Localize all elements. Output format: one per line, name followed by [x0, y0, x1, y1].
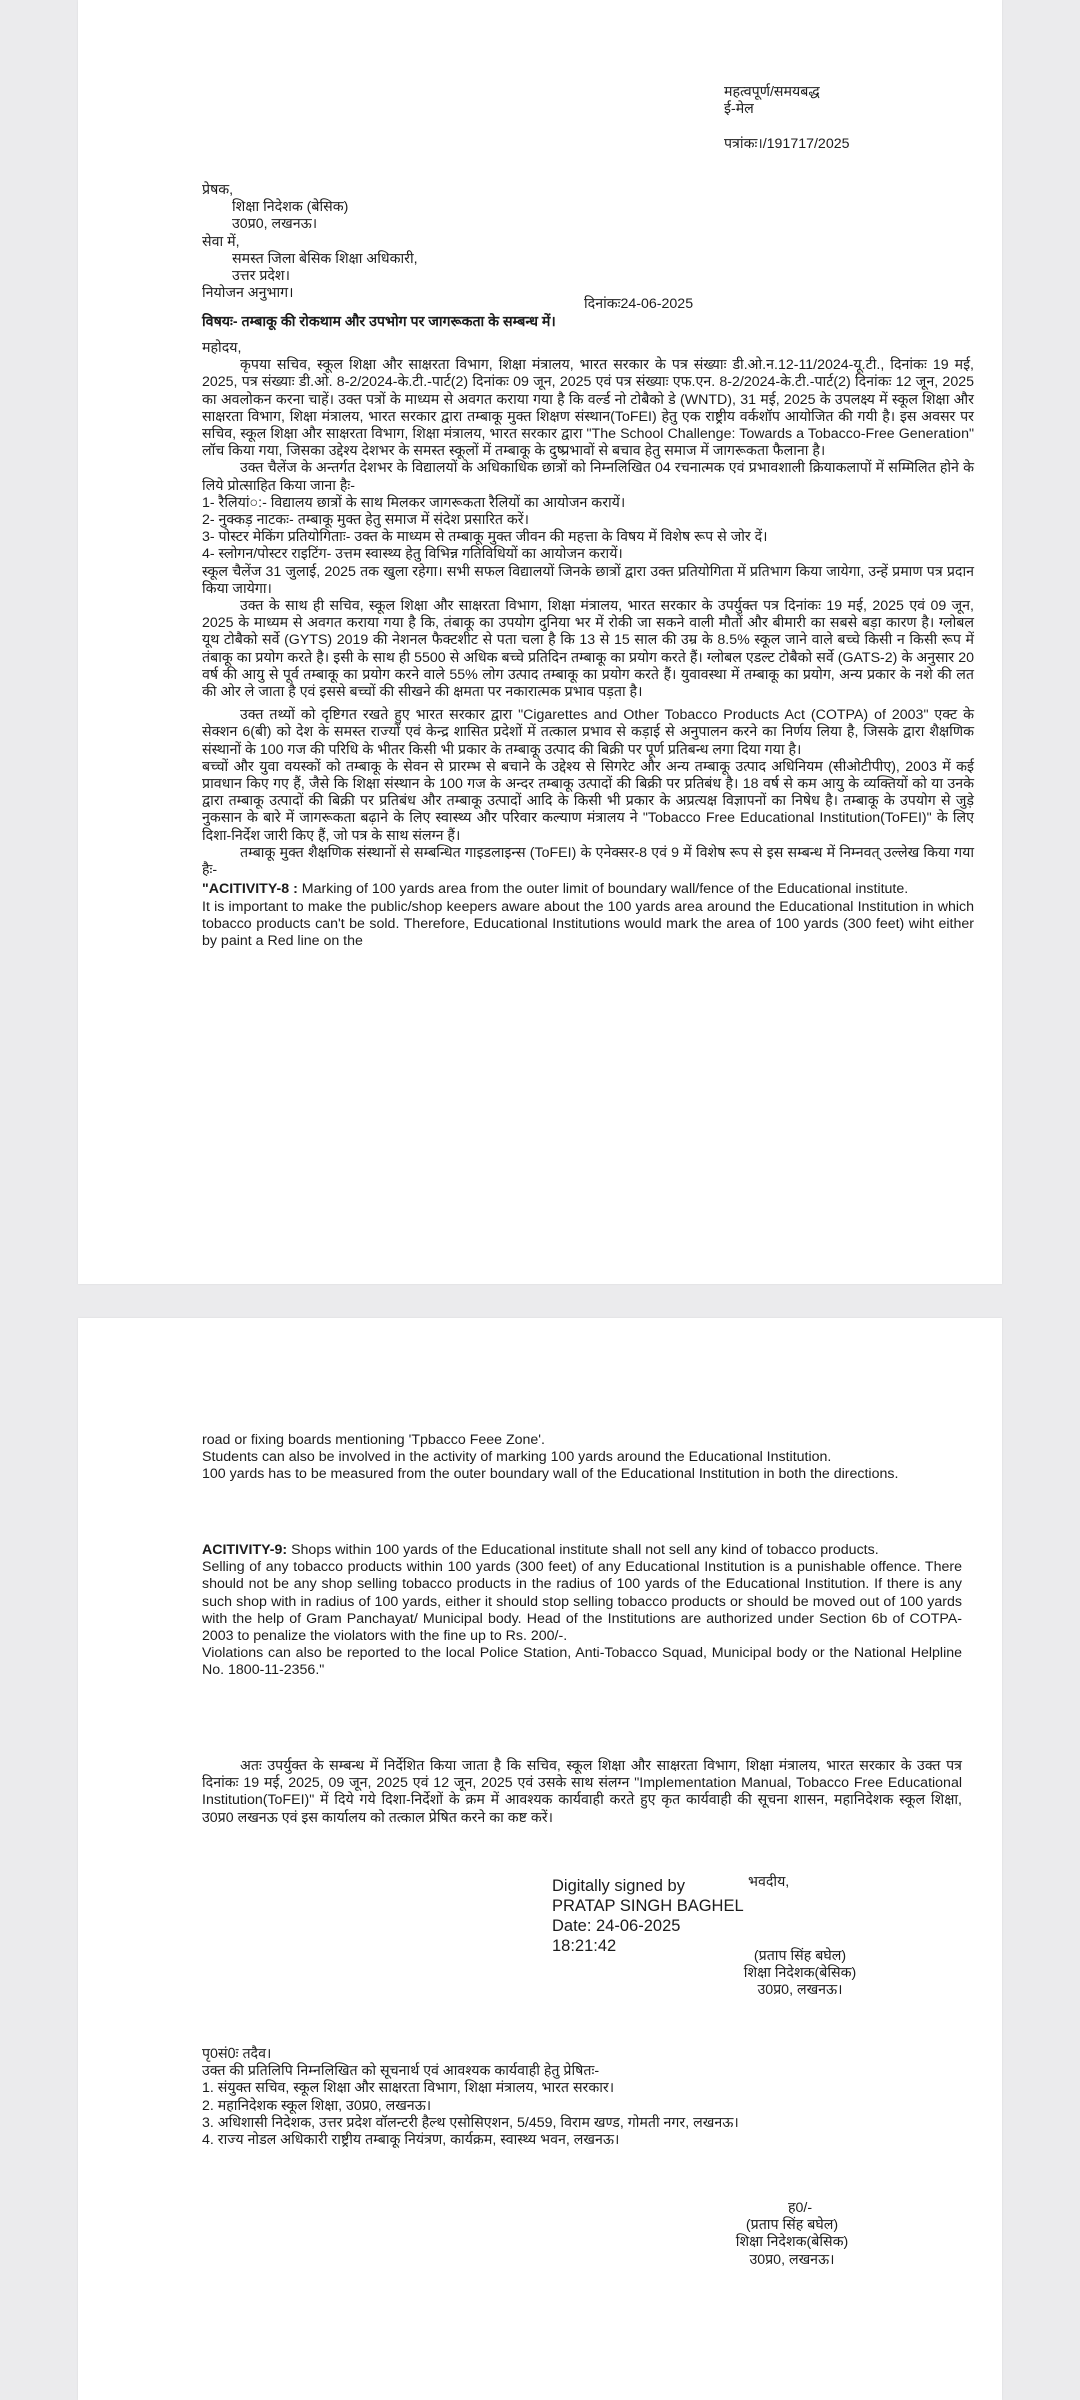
- signatory-block: [710, 1948, 890, 2000]
- copy-list-item: 1. संयुक्त सचिव, स्कूल शिक्षा और साक्षरता विभाग, शिक्षा मंत्रालय, भारत सरकार।: [202, 2080, 615, 2097]
- activity-8-continuation: [202, 1432, 962, 1484]
- activity-8-heading: [202, 881, 974, 898]
- paragraph: स्कूल चैलेंज 31 जुलाई, 2025 तक खुला रहेगा। सभी सफल विद्यालयों जिनके छात्रों द्वारा उक्त प्रतियोगिता में प्रतिभाग किया जायेगा, उन्हें प्रमाण पत्र प्रदान किया जायेगा।: [202, 563, 974, 597]
- paragraph: उक्त चैलेंज के अन्तर्गत देशभर के विद्यालयों के अधिकाधिक छात्रों को निम्नलिखित 04 रचनात्मक एवं प्रभावशाली क्रियाकलापों में सम्मिलित होने के लिये प्रोत्साहित किया जाना हैः-: [202, 460, 974, 494]
- paragraph: उक्त के साथ ही सचिव, स्कूल शिक्षा और साक्षरता विभाग, शिक्षा मंत्रालय, भारत सरकार के उपर्युक्त पत्र दिनांकः 19 मई, 2025 एवं 09 जून, 2025 के माध्यम से अवगत कराया गया है कि, तंबाकू का उपयोग दुनिया भर में रोकी जा सकने वाली मौतों और बीमारी का सबसे बड़ा कारण है। ग्लोबल यूथ टोबैको सर्वे (GYTS) 2019 की नेशनल फैक्टशीट से पता चला है कि 13 से 15 साल की उम्र के 8.5% स्कूल जाने वाले बच्चे किसी न किसी रूप में तंबाकू का प्रयोग करते है। इसी के साथ ही 5500 से अधिक बच्चे प्रतिदिन तम्बाकू का प्रयोग करते हैं। ग्लोबल एडल्ट टोबैको सर्वे (GATS-2) के अनुसार 20 वर्ष की आयु से पूर्व तम्बाकू का प्रयोग करने वाले 55% लोग उत्पाद तम्बाकू का प्रयोग करते हैं। युवावस्था में तम्बाकू का प्रयोग, अन्य प्रकार के नशे की लत की ओर ले जाता है एवं इससे बच्चों की सीखने की क्षमता पर नकारात्मक प्रभाव पड़ता है।: [202, 598, 974, 701]
- signatory-name: (प्रताप सिंह बघेल): [745, 2217, 839, 2234]
- copy-intro: उक्त की प्रतिलिपि निम्नलिखित को सूचनार्थ एवं आवश्यक कार्यवाही हेतु प्रेषितः-: [202, 2063, 600, 2080]
- recipient-line: उत्तर प्रदेश।: [232, 268, 290, 285]
- sender-block: [202, 182, 602, 302]
- sender-line: शिक्षा निदेशक (बेसिक): [232, 199, 349, 216]
- yours-faithfully: भवदीय,: [748, 1874, 790, 1890]
- salutation: महोदय,: [202, 340, 242, 356]
- paragraph: बच्चों और युवा वयस्कों को तम्बाकू के सेवन से प्रारम्भ से बचाने के उद्देश्य से सिगरेट और अन्य तम्बाकू उत्पाद अधिनियम (सीओटीपीए), 2003 में कई प्रावधान किए गए हैं, जैसे कि शिक्षा संस्थान के 100 गज के अन्दर तम्बाकू उत्पादों की बिक्री पर प्रतिबंध है। 18 वर्ष से कम आयु के व्यक्तियों को या उनके द्वारा तम्बाकू उत्पादों की बिक्री पर प्रतिबंध और तम्बाकू उत्पादों आदि के किसी भी प्रकार के अप्रत्यक्ष विज्ञापनों का निषेध है। तम्बाकू के उपयोग से जुड़े नुकसान के बारे में जागरूकता बढ़ाने के लिए स्वास्थ्य और परिवार कल्याण मंत्रालय ने "Tobacco Free Educational Institution(ToFEI)" के लिए दिशा-निर्देश जारी किए हैं, जो पत्र के साथ संलग्न हैं।: [202, 758, 974, 844]
- sender-label: प्रेषक,: [202, 182, 234, 198]
- paragraph: 100 yards has to be measured from the outer boundary wall of the Educational Institution in both the directions.: [202, 1466, 899, 1483]
- list-item: 2- नुक्कड़ नाटकः- तम्बाकू मुक्त हेतु समाज में संदेश प्रसारित करें।: [202, 512, 529, 529]
- copy-reference: पृ0सं0ः तदैव।: [202, 2046, 272, 2062]
- copy-list-item: 3. अधिशासी निदेशक, उत्तर प्रदेश वॉलन्टरी हैल्थ एसोसिएशन, 5/459, विराम खण्ड, गोमती नगर, लखनऊ।: [202, 2114, 739, 2131]
- list-item: 1- रैलियां○:- विद्यालय छात्रों के साथ मिलकर जागरूकता रैलियों का आयोजन करायें।: [202, 494, 626, 511]
- signatory-name: (प्रताप सिंह बघेल): [753, 1948, 847, 1964]
- activity-8-paragraph: It is important to make the public/shop keepers aware about the 100 yards area around the Educational Institution in which tobacco products can't be sold. Therefore, Educational Institutions would mark the area of 100 yards (300 feet) wiht either by paint a Red line on the: [202, 898, 974, 949]
- digital-signature-line: 18:21:42: [552, 1937, 617, 1955]
- document-page-1: [78, 0, 1002, 1284]
- paragraph: road or fixing boards mentioning 'Tpbacco Feee Zone'.: [202, 1432, 545, 1448]
- letter-body: [202, 340, 974, 950]
- copy-list-item: 2. महानिदेशक स्कूल शिक्षा, उ0प्र0, लखनऊ।: [202, 2097, 432, 2114]
- email-label: ई-मेल: [724, 101, 754, 118]
- activity-9-label: ACITIVITY-9:: [202, 1542, 288, 1558]
- paragraph: उक्त तथ्यों को दृष्टिगत रखते हुए भारत सरकार द्वारा "Cigarettes and Other Tobacco Products Act (COTPA) of 2003" एक्ट के सेक्शन 6(बी) को देश के समस्त राज्यों एवं केन्द्र शासित प्रदेशों में तत्काल प्रभाव से कड़ाई से अनुपालन करने का निर्णय लिया है, जिसके द्वारा शैक्षणिक संस्थानों के 100 गज की परिधि के भीतर किसी भी प्रकार के तम्बाकू उत्पाद की बिक्री पर पूर्ण प्रतिबन्ध लगा दिया गया है।: [202, 707, 974, 758]
- copy-block: [202, 2046, 962, 2149]
- section-label: नियोजन अनुभाग।: [202, 285, 294, 302]
- activity-8-title: Marking of 100 yards area from the outer limit of boundary wall/fence of the Educational institute.: [297, 881, 909, 898]
- activity-9-block: [202, 1542, 962, 1680]
- signed-abbreviation: ह0/-: [787, 2200, 813, 2216]
- closing-paragraph: अतः उपर्युक्त के सम्बन्ध में निर्देशित किया जाता है कि सचिव, स्कूल शिक्षा और साक्षरता विभाग, शिक्षा मंत्रालय, भारत सरकार के उक्त पत्र दिनांकः 19 मई, 2025, 09 जून, 2025 एवं 12 जून, 2025 एवं उसके साथ संलग्न "Implementation Manual, Tobacco Free Educational Institution(ToFEI)" में दिये गये दिशा-निर्देशों के क्रम में आवश्यक कार्यवाही करते हुए कृत कार्यवाही की सूचना शासन, महानिदेशक स्कूल शिक्षा, उ0प्र0 लखनऊ एवं इस कार्यालय को तत्काल प्रेषित करने का कष्ट करें।: [202, 1758, 962, 1826]
- letter-date: दिनांकः24-06-2025: [584, 296, 694, 312]
- paragraph: Selling of any tobacco products within 100 yards (300 feet) of any Educational Institution is a punishable offence. There should not be any shop selling tobacco products in the radius of 100 yards of the Educational Institution. If there is any such shop with in radius of 100 yards, either it should stop selling tobacco products or should be moved out of 100 yards with the help of Gram Panchayat/ Municipal body. Head of the Institutions are authorized under Section 6b of COTPA-2003 to penalize the violators with the fine up to Rs. 200/-.: [202, 1559, 962, 1645]
- signatory-block-2: [702, 2200, 882, 2269]
- recipient-line: समस्त जिला बेसिक शिक्षा अधिकारी,: [232, 250, 418, 267]
- paragraph: Violations can also be reported to the local Police Station, Anti-Tobacco Squad, Municipal body or the National Helpline No. 1800-11-2356.": [202, 1645, 962, 1679]
- paragraph: तम्बाकू मुक्त शैक्षणिक संस्थानों से सम्बन्धित गाइडलाइन्स (ToFEI) के एनेक्सर-8 एवं 9 में विशेष रूप से इस सम्बन्ध में निम्नवत् उल्लेख किया गया हैः-: [202, 844, 974, 879]
- activity-list: [202, 495, 974, 564]
- activity-8-label: "ACITIVITY-8 :: [202, 881, 298, 898]
- header-priority-block: [724, 84, 924, 154]
- signatory-location: उ0प्र0, लखनऊ।: [749, 2251, 835, 2268]
- priority-label: महत्वपूर्ण/समयबद्ध: [724, 84, 820, 100]
- activity-9-heading: [202, 1542, 962, 1559]
- sender-line: उ0प्र0, लखनऊ।: [232, 216, 318, 233]
- copy-list-item: 4. राज्य नोडल अधिकारी राष्ट्रीय तम्बाकू नियंत्रण, कार्यक्रम, स्वास्थ्य भवन, लखनऊ।: [202, 2132, 620, 2149]
- paragraph: कृपया सचिव, स्कूल शिक्षा और साक्षरता विभाग, शिक्षा मंत्रालय, भारत सरकार के पत्र संख्याः डी.ओ.न.12-11/2024-यू.टी., दिनांकः 19 मई, 2025, पत्र संख्याः डी.ओ. 8-2/2024-के.टी.-पार्ट(2) दिनांकः 09 जून, 2025 एवं पत्र संख्याः एफ.एन. 8-2/2024-के.टी.-पार्ट(2) दिनांकः 12 जून, 2025 का अवलोकन करना चाहें। उक्त पत्रों के माध्यम से अवगत कराया गया है कि वर्ल्ड नो टोबैको डे (WNTD), 31 मई, 2025 के उपलक्ष्य में स्कूल शिक्षा और साक्षरता विभाग, शिक्षा मंत्रालय, भारत सरकार द्वारा तम्बाकू मुक्त शिक्षण संस्थान(ToFEI) हेतु एक राष्ट्रीय वर्कशॉप आयोजित की गयी है। इस अवसर पर सचिव, स्कूल शिक्षा और साक्षरता विभाग, शिक्षा मंत्रालय, भारत सरकार द्वारा "The School Challenge: Towards a Tobacco-Free Generation" लॉच किया गया, जिसका उद्देश्य देशभर के समस्त स्कूलों में तम्बाकू के दुष्प्रभावों से बचाव हेतु समाज में जागरूकता फैलाना है।: [202, 357, 974, 460]
- signatory-title: शिक्षा निदेशक(बेसिक): [743, 1965, 857, 1982]
- list-item: 3- पोस्टर मेकिंग प्रतियोगिताः- उक्त के माध्यम से तम्बाकू मुक्त जीवन की महत्ता के विषय में विशेष रूप से जोर दें।: [202, 529, 768, 546]
- digital-signature-line: PRATAP SINGH BAGHEL: [552, 1897, 744, 1915]
- letter-number: पत्रांकः।/191717/2025: [724, 136, 850, 153]
- signatory-title: शिक्षा निदेशक(बेसिक): [735, 2234, 849, 2251]
- list-item: 4- स्लोगन/पोस्टर राइटिंग- उत्तम स्वास्थ्य हेतु विभिन्न गतिविधियों का आयोजन करायें।: [202, 546, 623, 563]
- activity-9-title: Shops within 100 yards of the Educational institute shall not sell any kind of tobacco products.: [287, 1542, 879, 1558]
- paragraph: Students can also be involved in the activity of marking 100 yards around the Educational Institution.: [202, 1449, 832, 1466]
- recipient-label: सेवा में,: [202, 233, 240, 250]
- subject-line: विषयः- तम्बाकू की रोकथाम और उपभोग पर जागरूकता के सम्बन्ध में।: [202, 314, 556, 330]
- digital-signature-line: Date: 24-06-2025: [552, 1917, 681, 1935]
- digital-signature-line: Digitally signed by: [552, 1877, 685, 1895]
- document-page-2: [78, 1318, 1002, 2400]
- signatory-location: उ0प्र0, लखनऊ।: [757, 1982, 843, 1999]
